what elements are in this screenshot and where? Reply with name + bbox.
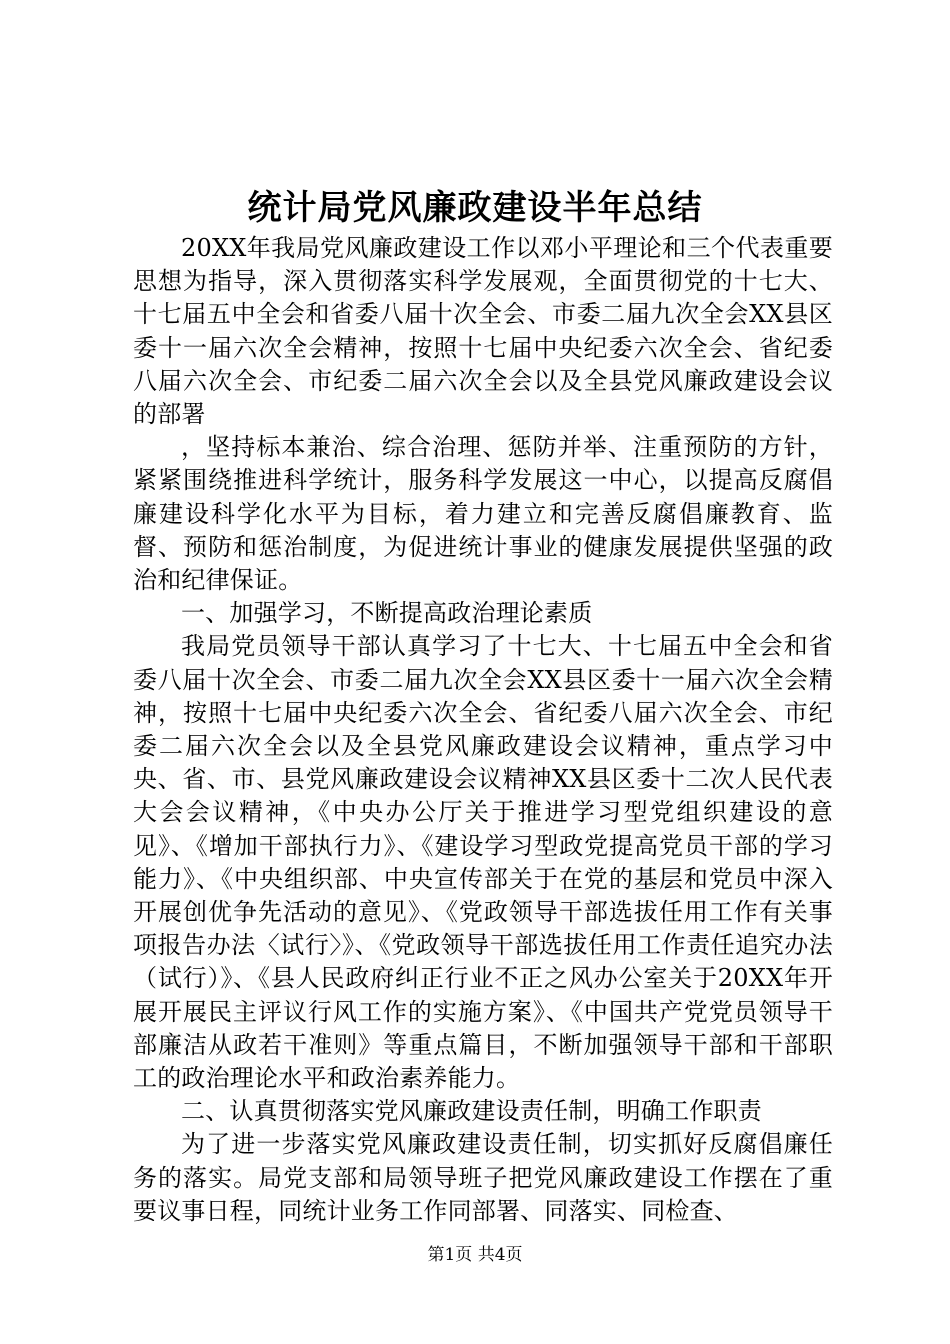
section-heading-1: 一、加强学习，不断提高政治理论素质: [181, 599, 593, 628]
document-title: 统计局党风廉政建设半年总结: [247, 188, 703, 228]
paragraph-intro: 20XX年我局党风廉政建设工作以邓小平理论和三个代表重要思想为指导，深入贯彻落实科学发展观，全面贯彻党的十七大、十七届五中全会和省委八届十次全会、市委二届九次全会XX县区委十一届六次全会精神，按照十七届中央纪委六次全会、省纪委八届六次全会、市纪委二届六次全会以及全县党风廉政建设会议的部署: [133, 234, 833, 429]
paragraph-study: 我局党员领导干部认真学习了十七大、十七届五中全会和省委八届十次全会、市委二届九次全会XX县区委十一届六次全会精神，按照十七届中央纪委六次全会、省纪委八届六次全会、市纪委二届六次全会以及全县党风廉政建设会议精神，重点学习中央、省、市、县党风廉政建设会议精神XX县区委十二次人民代表大会会议精神，《中央办公厅关于推进学习型党组织建设的意见》、《增加干部执行力》、《建设学习型政党提高党员干部的学习能力》、《中央组织部、中央宣传部关于在党的基层和党员中深入开展创优争先活动的意见》、《党政领导干部选拔任用工作有关事项报告办法〈试行〉》、《党政领导干部选拔任用工作责任追究办法（试行）》、《县人民政府纠正行业不正之风办公室关于20XX年开展开展民主评议行风工作的实施方案》、《中国共产党党员领导干部廉洁从政若干准则》等重点篇目，不断加强领导干部和干部职工的政治理论水平和政治素养能力。: [133, 632, 833, 1093]
section-heading-2: 二、认真贯彻落实党风廉政建设责任制，明确工作职责: [181, 1097, 762, 1126]
paragraph-policy: ，坚持标本兼治、综合治理、惩防并举、注重预防的方针，紧紧围绕推进科学统计，服务科学发展这一中心，以提高反腐倡廉建设科学化水平为目标，着力建立和完善反腐倡廉教育、监督、预防和惩治制度，为促进统计事业的健康发展提供坚强的政治和纪律保证。: [133, 433, 833, 595]
page-footer: 第1页 共4页: [427, 1245, 523, 1265]
document-body: [133, 232, 833, 1228]
paragraph-responsibility: 为了进一步落实党风廉政建设责任制，切实抓好反腐倡廉任务的落实。局党支部和局领导班子把党风廉政建设工作摆在了重要议事日程，同统计业务工作同部署、同落实、同检查、: [133, 1130, 833, 1225]
